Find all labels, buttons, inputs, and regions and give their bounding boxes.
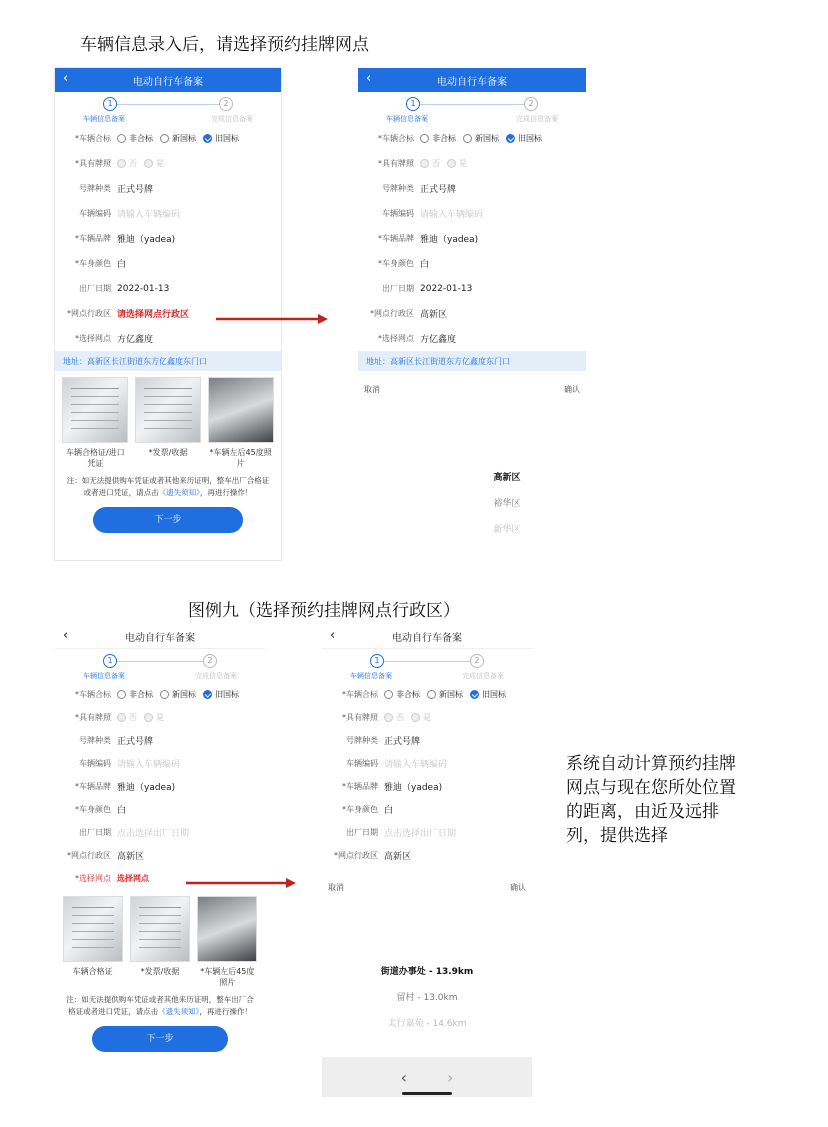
has-plate-row bbox=[358, 151, 586, 176]
radio-yes bbox=[144, 159, 153, 168]
color-row[interactable] bbox=[55, 798, 265, 821]
has-plate-label: * 具有牌照 bbox=[358, 158, 420, 169]
radio-label: 非合标 bbox=[129, 690, 153, 699]
tip-text bbox=[55, 469, 281, 499]
app-title: 电动自行车备案 bbox=[125, 633, 195, 644]
plate-type-row[interactable] bbox=[55, 176, 281, 201]
has-plate-label: * 具有牌照 bbox=[55, 158, 117, 169]
site-row[interactable] bbox=[358, 326, 586, 351]
vehicle-photo bbox=[208, 377, 274, 443]
next-button[interactable]: 下一步 bbox=[93, 507, 243, 533]
photo-caption: 车辆合格证/进口凭证 bbox=[65, 448, 125, 468]
picker-cancel-button[interactable]: 取消 bbox=[364, 384, 380, 394]
radio-no bbox=[384, 713, 393, 722]
has-plate-row bbox=[55, 706, 265, 729]
plate-type-row[interactable] bbox=[55, 729, 265, 752]
photo-upload-vehicle[interactable] bbox=[197, 896, 257, 988]
brand-row[interactable] bbox=[358, 226, 586, 251]
district-value[interactable]: 高新区 bbox=[384, 852, 412, 862]
radio-no bbox=[117, 713, 126, 722]
page-heading: 车辆信息录入后，请选择预约挂牌网点 bbox=[80, 35, 369, 55]
picker-confirm-button[interactable]: 确认 bbox=[510, 882, 526, 892]
vehicle-code-input[interactable]: 请输入车辆编码 bbox=[117, 760, 181, 770]
radio-label: 否 bbox=[432, 159, 440, 168]
vehicle-code-row[interactable] bbox=[55, 752, 265, 775]
step-1-label: 车辆信息备案 bbox=[83, 672, 125, 680]
picker-option[interactable]: 新华区 bbox=[493, 525, 521, 535]
radio-label: 是 bbox=[156, 713, 164, 722]
district-label: * 网点行政区 bbox=[322, 850, 384, 861]
browser-navbar bbox=[322, 1057, 532, 1097]
tip-text bbox=[55, 988, 265, 1018]
step-2-circle: 2 bbox=[470, 654, 484, 668]
picker-toolbar bbox=[322, 877, 532, 897]
photo-upload-cert[interactable] bbox=[62, 377, 128, 469]
app-title: 电动自行车备案 bbox=[437, 76, 507, 88]
vehicle-photo bbox=[197, 896, 257, 962]
photo-caption: *车辆左后45度照片 bbox=[200, 967, 255, 987]
color-label: * 车身颜色 bbox=[322, 804, 384, 815]
app-titlebar bbox=[55, 625, 265, 649]
date-label: 出厂日期 bbox=[346, 828, 378, 837]
date-row[interactable] bbox=[55, 276, 281, 301]
color-label: * 车身颜色 bbox=[55, 804, 117, 815]
lost-notice-link[interactable]: 《遗失须知》 bbox=[158, 1007, 200, 1016]
vehicle-std-row bbox=[322, 683, 532, 706]
tip-before: 注：如无法提供购车凭证或者其他来历证明，整车出厂合格证或者进口凭证，请点击 bbox=[66, 476, 270, 497]
brand-value: 雅迪（yadea) bbox=[384, 783, 443, 793]
vehicle-std-row bbox=[55, 126, 281, 151]
photo-upload-cert[interactable] bbox=[63, 896, 123, 988]
has-plate-label: * 具有牌照 bbox=[322, 712, 384, 723]
photo-uploads bbox=[55, 371, 281, 469]
app-titlebar bbox=[55, 68, 281, 92]
app-titlebar bbox=[358, 68, 586, 92]
color-row[interactable] bbox=[358, 251, 586, 276]
photo-caption: 车辆合格证 bbox=[72, 967, 113, 976]
has-plate-label: * 具有牌照 bbox=[55, 712, 117, 723]
photo-caption: *发票/收据 bbox=[140, 967, 180, 976]
step-2-label: 完成信息备案 bbox=[211, 115, 253, 123]
brand-label: * 车辆品牌 bbox=[322, 781, 384, 792]
radio-new-std[interactable] bbox=[160, 690, 169, 699]
date-value: 2022-01-13 bbox=[117, 283, 170, 294]
plate-type-row[interactable] bbox=[322, 729, 532, 752]
color-label: * 车身颜色 bbox=[55, 258, 117, 269]
step-2-circle: 2 bbox=[203, 654, 217, 668]
district-value[interactable]: 高新区 bbox=[420, 310, 448, 320]
district-select[interactable]: 请选择网点行政区 bbox=[117, 310, 190, 320]
radio-old-std[interactable] bbox=[506, 134, 515, 143]
site-value: 方亿鑫度 bbox=[117, 335, 154, 345]
step-1-circle: 1 bbox=[370, 654, 384, 668]
vehicle-std-row bbox=[55, 683, 265, 706]
step-1-circle: 1 bbox=[103, 97, 117, 111]
radio-label: 新国标 bbox=[172, 134, 196, 143]
radio-label: 非合标 bbox=[432, 134, 456, 143]
plate-type-value: 正式号牌 bbox=[384, 737, 421, 747]
plate-type-value: 正式号牌 bbox=[117, 185, 154, 195]
site-label: * 选择网点 bbox=[55, 873, 117, 884]
step-1-circle: 1 bbox=[103, 654, 117, 668]
next-button[interactable]: 下一步 bbox=[92, 1026, 228, 1052]
radio-label: 非合标 bbox=[129, 134, 153, 143]
picker-option[interactable]: 街道办事处 - 13.9km bbox=[380, 967, 474, 977]
radio-label: 新国标 bbox=[172, 690, 196, 699]
photo-upload-vehicle[interactable] bbox=[208, 377, 274, 469]
plate-type-value: 正式号牌 bbox=[420, 185, 457, 195]
picker-option[interactable]: 高新区 bbox=[493, 473, 521, 483]
district-row[interactable] bbox=[322, 844, 532, 867]
district-row[interactable] bbox=[358, 301, 586, 326]
radio-label: 是 bbox=[156, 159, 164, 168]
brand-label: * 车辆品牌 bbox=[358, 233, 420, 244]
date-label: 出厂日期 bbox=[382, 284, 414, 293]
back-icon[interactable]: ‹ bbox=[63, 71, 69, 86]
plate-type-row[interactable] bbox=[358, 176, 586, 201]
plate-type-label: 号牌种类 bbox=[79, 184, 111, 193]
brand-value: 雅迪（yadea) bbox=[117, 235, 176, 245]
district-label: * 网点行政区 bbox=[55, 850, 117, 861]
color-value: 白 bbox=[117, 260, 127, 270]
radio-non-std[interactable] bbox=[420, 134, 429, 143]
vehicle-code-label: 车辆编码 bbox=[79, 209, 111, 218]
photo-caption: *车辆左后45度照片 bbox=[209, 448, 272, 468]
plate-type-label: 号牌种类 bbox=[79, 736, 111, 745]
radio-no bbox=[420, 159, 429, 168]
radio-label: 否 bbox=[129, 159, 137, 168]
invoice-photo bbox=[130, 896, 190, 962]
picker-option[interactable]: 太行嘉苑 - 14.6km bbox=[387, 1019, 467, 1029]
tip-after: ，再进行操作！ bbox=[199, 488, 253, 497]
phone-screen-4 bbox=[322, 625, 532, 1097]
photo-caption: *发票/收据 bbox=[148, 448, 188, 457]
site-label: * 选择网点 bbox=[55, 333, 117, 344]
district-picker-wheel[interactable] bbox=[358, 465, 586, 543]
site-value: 方亿鑫度 bbox=[420, 335, 457, 345]
brand-value: 雅迪（yadea) bbox=[117, 783, 176, 793]
color-value: 白 bbox=[384, 806, 394, 816]
vehicle-code-input[interactable]: 请输入车辆编码 bbox=[420, 210, 484, 220]
certificate-photo bbox=[62, 377, 128, 443]
radio-label: 是 bbox=[423, 713, 431, 722]
picker-option[interactable]: 留村 - 13.0km bbox=[396, 993, 458, 1003]
radio-non-std[interactable] bbox=[117, 690, 126, 699]
vehicle-code-label: 车辆编码 bbox=[346, 759, 378, 768]
district-value[interactable]: 高新区 bbox=[117, 852, 145, 862]
step-2-circle: 2 bbox=[219, 97, 233, 111]
site-select[interactable]: 选择网点 bbox=[117, 874, 149, 883]
plate-type-label: 号牌种类 bbox=[346, 736, 378, 745]
step-1-circle: 1 bbox=[406, 97, 420, 111]
radio-new-std[interactable] bbox=[427, 690, 436, 699]
step-2-label: 完成信息备案 bbox=[195, 672, 237, 680]
plate-type-value: 正式号牌 bbox=[117, 737, 154, 747]
step-indicator bbox=[358, 92, 586, 126]
radio-label: 否 bbox=[129, 713, 137, 722]
brand-row[interactable] bbox=[55, 775, 265, 798]
photo-uploads bbox=[55, 890, 265, 988]
picker-cancel-button[interactable]: 取消 bbox=[328, 882, 344, 892]
vehicle-std-label: * 车辆合标 bbox=[55, 689, 117, 700]
radio-label: 旧国标 bbox=[215, 134, 239, 143]
picker-option[interactable]: 裕华区 bbox=[493, 499, 521, 509]
radio-yes bbox=[447, 159, 456, 168]
color-label: * 车身颜色 bbox=[358, 258, 420, 269]
radio-label: 新国标 bbox=[475, 134, 499, 143]
tip-before: 注：如无法提供购车凭证或者其他来历证明，整车出厂合格证或者进口凭证，请点击 bbox=[66, 995, 254, 1016]
step-indicator bbox=[322, 649, 532, 683]
radio-new-std[interactable] bbox=[160, 134, 169, 143]
brand-row[interactable] bbox=[322, 775, 532, 798]
app-titlebar bbox=[322, 625, 532, 649]
back-icon[interactable]: ‹ bbox=[366, 71, 372, 86]
brand-value: 雅迪（yadea) bbox=[420, 235, 479, 245]
district-row[interactable] bbox=[55, 844, 265, 867]
color-value: 白 bbox=[420, 260, 430, 270]
radio-yes bbox=[144, 713, 153, 722]
radio-label: 旧国标 bbox=[482, 690, 506, 699]
vehicle-std-label: * 车辆合标 bbox=[55, 133, 117, 144]
radio-new-std[interactable] bbox=[463, 134, 472, 143]
vehicle-std-label: * 车辆合标 bbox=[322, 689, 384, 700]
radio-no bbox=[117, 159, 126, 168]
color-row[interactable] bbox=[55, 251, 281, 276]
step-indicator bbox=[55, 92, 281, 126]
date-row[interactable] bbox=[322, 821, 532, 844]
photo-upload-invoice[interactable] bbox=[135, 377, 201, 469]
radio-label: 旧国标 bbox=[215, 690, 239, 699]
home-indicator bbox=[402, 1092, 452, 1095]
brand-label: * 车辆品牌 bbox=[55, 781, 117, 792]
vehicle-std-row bbox=[358, 126, 586, 151]
step-1-label: 车辆信息备案 bbox=[386, 115, 428, 123]
arrow-icon bbox=[214, 312, 330, 326]
radio-label: 非合标 bbox=[396, 690, 420, 699]
vehicle-std-label: * 车辆合标 bbox=[358, 133, 420, 144]
date-label: 出厂日期 bbox=[79, 284, 111, 293]
date-input[interactable]: 点击选择出厂日期 bbox=[384, 829, 457, 839]
vehicle-code-input[interactable]: 请输入车辆编码 bbox=[384, 760, 448, 770]
radio-old-std[interactable] bbox=[470, 690, 479, 699]
step-1-label: 车辆信息备案 bbox=[350, 672, 392, 680]
site-label: * 选择网点 bbox=[358, 333, 420, 344]
step-2-circle: 2 bbox=[524, 97, 538, 111]
color-row[interactable] bbox=[322, 798, 532, 821]
date-row[interactable] bbox=[358, 276, 586, 301]
date-label: 出厂日期 bbox=[79, 828, 111, 837]
vehicle-code-input[interactable]: 请输入车辆编码 bbox=[117, 210, 181, 220]
has-plate-row bbox=[55, 151, 281, 176]
picker-toolbar bbox=[358, 379, 586, 399]
invoice-photo bbox=[135, 377, 201, 443]
radio-label: 旧国标 bbox=[518, 134, 542, 143]
photo-upload-invoice[interactable] bbox=[130, 896, 190, 988]
picker-confirm-button[interactable]: 确认 bbox=[564, 384, 580, 394]
radio-label: 否 bbox=[396, 713, 404, 722]
site-picker-wheel[interactable] bbox=[322, 959, 532, 1037]
date-input[interactable]: 点击选择出厂日期 bbox=[117, 829, 190, 839]
back-icon[interactable]: ‹ bbox=[63, 628, 69, 643]
phone-screen-3 bbox=[55, 625, 265, 1097]
certificate-photo bbox=[63, 896, 123, 962]
vehicle-code-label: 车辆编码 bbox=[79, 759, 111, 768]
has-plate-row bbox=[322, 706, 532, 729]
site-row[interactable] bbox=[55, 326, 281, 351]
radio-label: 新国标 bbox=[439, 690, 463, 699]
plate-type-label: 号牌种类 bbox=[382, 184, 414, 193]
tip-after: ，再进行操作！ bbox=[199, 1007, 252, 1016]
radio-old-std[interactable] bbox=[203, 690, 212, 699]
vehicle-code-row[interactable] bbox=[55, 201, 281, 226]
step-2-label: 完成信息备案 bbox=[516, 115, 558, 123]
app-title: 电动自行车备案 bbox=[133, 76, 203, 88]
side-note: 系统自动计算预约挂牌网点与现在您所处位置的距离，由近及远排列，提供选择 bbox=[566, 754, 736, 846]
radio-non-std[interactable] bbox=[117, 134, 126, 143]
radio-old-std[interactable] bbox=[203, 134, 212, 143]
figure-caption: 图例九（选择预约挂牌网点行政区） bbox=[188, 601, 460, 621]
date-value: 2022-01-13 bbox=[420, 283, 473, 294]
brand-row[interactable] bbox=[55, 226, 281, 251]
app-title: 电动自行车备案 bbox=[392, 633, 462, 644]
address-bar: 地址：高新区长江街道东方亿鑫度东门口 bbox=[55, 351, 281, 371]
color-value: 白 bbox=[117, 806, 127, 816]
vehicle-code-label: 车辆编码 bbox=[382, 209, 414, 218]
nav-back-icon[interactable]: ‹ bbox=[400, 1067, 407, 1087]
phone-screen-2 bbox=[358, 68, 586, 560]
step-indicator bbox=[55, 649, 265, 683]
step-2-label: 完成信息备案 bbox=[462, 672, 504, 680]
step-1-label: 车辆信息备案 bbox=[83, 115, 125, 123]
lost-notice-link[interactable]: 《遗失须知》 bbox=[158, 488, 200, 497]
radio-yes bbox=[411, 713, 420, 722]
back-icon[interactable]: ‹ bbox=[330, 628, 336, 643]
nav-forward-icon[interactable]: › bbox=[447, 1067, 454, 1087]
vehicle-code-row[interactable] bbox=[358, 201, 586, 226]
date-row[interactable] bbox=[55, 821, 265, 844]
address-bar: 地址：高新区长江街道东方亿鑫度东门口 bbox=[358, 351, 586, 371]
district-label: * 网点行政区 bbox=[55, 308, 117, 319]
vehicle-code-row[interactable] bbox=[322, 752, 532, 775]
brand-label: * 车辆品牌 bbox=[55, 233, 117, 244]
radio-label: 是 bbox=[459, 159, 467, 168]
arrow-icon bbox=[184, 876, 298, 890]
district-label: * 网点行政区 bbox=[358, 308, 420, 319]
radio-non-std[interactable] bbox=[384, 690, 393, 699]
